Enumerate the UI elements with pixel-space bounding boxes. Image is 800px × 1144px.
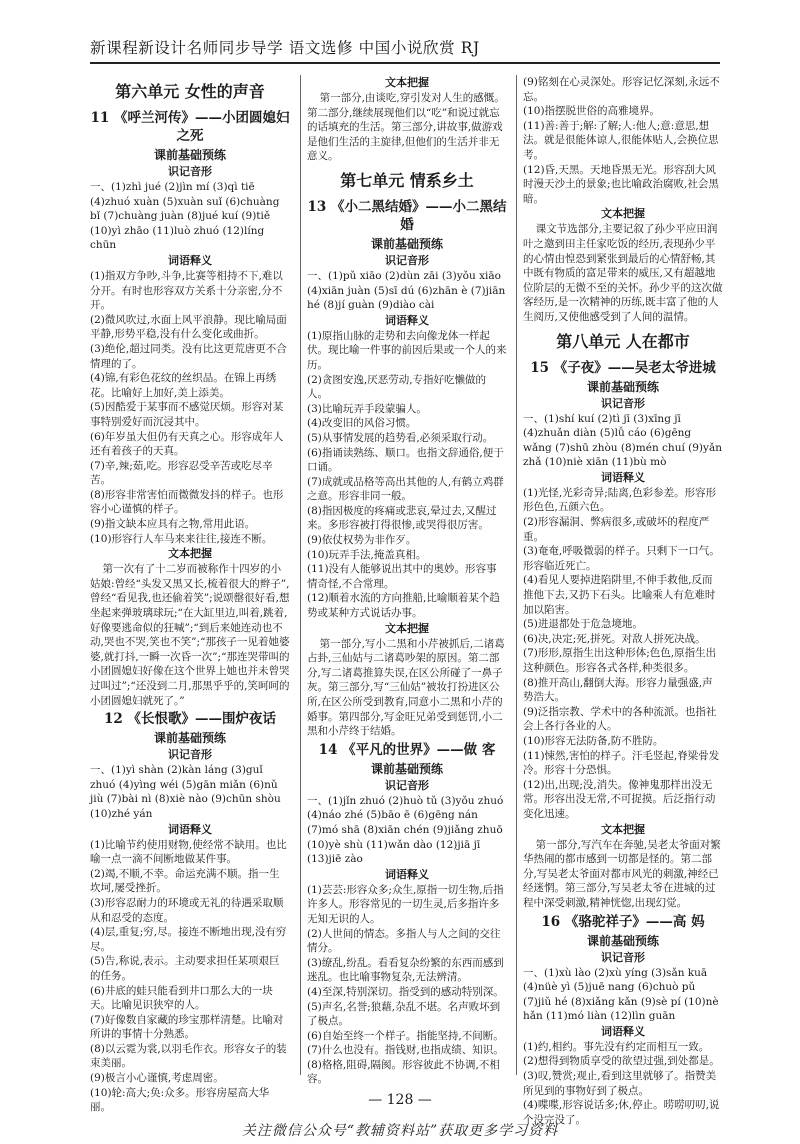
- subsection-heading: 识记音形: [168, 748, 212, 762]
- paragraph: (9)极言小心谨慎,考虑周密。: [90, 1072, 224, 1085]
- paragraph: (8)格格,阻碍,隔阂。形容彼此不协调,不相容。: [307, 1058, 500, 1086]
- section-heading: 课前基础预练: [153, 731, 226, 746]
- paragraph: (12)昏,天黑。天地昏黑无光。形容刮大风时漫天沙土的景象;也比喻政治腐败,社会黑暗。: [523, 163, 719, 205]
- subsection-heading: 识记音形: [385, 778, 429, 792]
- column-left: [90, 75, 290, 1114]
- paragraph: (8)形容非常害怕而微微发抖的样子。也形容小心谨慎的样子。: [90, 488, 284, 516]
- paragraph: (6)自始至终一个样子。指能坚持,不间断。: [307, 1029, 504, 1042]
- subsection-heading: 词语释义: [385, 313, 429, 327]
- lesson-title: 14 《平凡的世界》——做 客: [318, 741, 496, 758]
- paragraph: (11)善:善于;解:了解;人:他人;意:意思,想法。就是很能体谅人,很能体贴人,会换位思考。: [523, 119, 719, 161]
- paragraph: 一、(1)yì shàn (2)kàn láng (3)guǐ zhuó (4)yìng wéi (5)gān miǎn (6)nǔ jiù (7)bài nì (8)xiè nào (9)chūn shòu (10)zhé yán: [90, 764, 281, 820]
- lesson-title: 11 《呼兰河传》——小团圆媳妇之死: [90, 110, 290, 144]
- paragraph: (12)出,出现;没,消失。像神鬼那样出没无常。形容出没无常,不可捉摸。后泛指行动变化迅速。: [523, 778, 716, 820]
- subsection-heading: 词语释义: [168, 822, 212, 836]
- subsection-heading: 词语释义: [168, 253, 212, 267]
- paragraph: (7)成就或品格等高出其他的人,有鹤立鸡群之意。形容非同一般。: [307, 475, 504, 503]
- subsection-heading: 识记音形: [601, 396, 645, 410]
- paragraph: (2)想得到物质享受的欲望过强,到处都是。: [523, 1055, 720, 1068]
- paragraph: (8)指因极度的疼痛或悲哀,晕过去,又醒过来。多形容被打得很惨,或哭得很厉害。: [307, 504, 497, 532]
- paragraph: (4)喋喋,形容说话多;休,停止。唠唠叨叨,说个没完没了。: [523, 1099, 720, 1126]
- paragraph: (8)以云霓为裳,以羽毛作衣。形容女子的装束美丽。: [90, 1042, 287, 1070]
- paragraph: 第一部分,写汽车在奔驰,吴老太爷面对繁华热闹的都市感到一切都是怪的。第二部分,写吴老太爷面对都市风光的刺激,神经已经迷惘。第三部分,写吴老太爷在进城的过程中深受刺激,精神恍惚,出现幻觉。: [523, 838, 721, 909]
- header-rule: [90, 62, 720, 64]
- paragraph: (7)辛,辣;茹,吃。形容忍受辛苦或吃尽辛苦。: [90, 459, 273, 487]
- paragraph: (1)芸芸:形容众多;众生,原指一切生物,后指许多人。形容常见的一切生灵,后多指许多无知无识的人。: [307, 883, 504, 925]
- paragraph: (5)声名,名誉;狼藉,杂乱不堪。名声败坏到了极点。: [307, 1000, 501, 1028]
- paragraph: (2)人世间的情态。多指人与人之间的交往情分。: [307, 927, 501, 955]
- paragraph: (5)进退都处于危急境地。: [523, 618, 643, 631]
- paragraph: (9)泛指宗教、学术中的各种流派。也指社会上各行各业的人。: [523, 705, 717, 733]
- subsection-heading: 识记音形: [168, 165, 212, 178]
- paragraph: (11)悚然,害怕的样子。汗毛竖起,脊梁骨发冷。形容十分恐惧。: [523, 749, 720, 777]
- paragraph: (8)推开高山,翻倒大海。形容力量强盛,声势浩大。: [523, 676, 713, 704]
- paragraph: (10)玩弄手法,掩盖真相。: [307, 548, 427, 561]
- subsection-heading: 词语释义: [385, 867, 429, 881]
- paragraph: (4)层,重复;穷,尽。接连不断地出现,没有穷尽。: [90, 926, 287, 953]
- subsection-heading: 词语释义: [601, 1024, 645, 1038]
- paragraph: (5)从事情发展的趋势看,必须采取行动。: [307, 431, 494, 444]
- paragraph: (12)顺着水流的方向推船,比喻顺着某个趋势或某种方式说话办事。: [307, 592, 500, 620]
- subsection-heading: 识记音形: [385, 253, 429, 267]
- paragraph: (3)缭乱,纷乱。看看复杂纷繁的东西而感到迷乱。也比喻事物复杂,无法辨清。: [307, 956, 504, 984]
- paragraph: 一、(1)jǐn zhuó (2)huò tǔ (3)yǒu zhuó (4)náo zhé (5)bāo ē (6)gēng nán (7)mó shā (8)xiān chén (9)jiǎng zhuō (10)yè shù (11)wǎn dào (12)jiā jī (13)jiē zào: [307, 794, 504, 866]
- paragraph: (9)依仗权势为非作歹。: [307, 534, 417, 547]
- section-heading: 课前基础预练: [586, 379, 659, 394]
- lesson-title: 12 《长恨歌》——围炉夜话: [104, 711, 276, 728]
- paragraph: 课文节选部分,主要记叙了孙少平应田润叶之邀到田主任家吃饭的经历,表现孙少平的心情由惶恐到紧张到最后的心情舒畅,其中既有物质的富足带来的威压,又有超越地位阶层的无微不至的关怀。孙少平的这次做客经历,是一次精神的历练,既丰富了他的人生阅历,又使他感受到了人间的温情。: [523, 223, 723, 323]
- paragraph: 一、(1)xù lào (2)xù yíng (3)sǎn kuā (4)nüè yì (5)juē nang (6)chuò pǔ (7)jiǔ hé (8)xiǎng kǎn (9)sè pí (10)nè hǎn (11)mó liàn (12)lìn guān: [523, 966, 719, 1023]
- paragraph: (1)约,相约。事先没有约定而相互一致。: [523, 1040, 710, 1053]
- paragraph: (9)铭刻在心灵深处。形容记忆深刻,永远不忘。: [523, 76, 720, 103]
- column-middle: [307, 75, 507, 1085]
- column-right: [523, 75, 723, 1126]
- subsection-heading: 文本把握: [168, 547, 212, 561]
- paragraph: (4)看见人要掉进陷阱里,不伸手救他,反而推他下去,又扔下石头。比喻乘人有危难时加以陷害。: [523, 574, 716, 616]
- paragraph: (10)指摆脱世俗的高雅境界。: [523, 105, 661, 118]
- lesson-title: 13 《小二黑结婚》——小二黑结婚: [307, 198, 507, 233]
- paragraph: (1)光怪,光彩奇异;陆离,色彩参差。形容形形色色,五颜六色。: [523, 486, 717, 514]
- paragraph: (4)改变旧的风俗习惯。: [307, 417, 417, 430]
- paragraph: (1)原指山脉的走势和去向像龙体一样起伏。现比喻一件事的前因后果或一个人的来历。: [307, 329, 507, 371]
- paragraph: 第一部分,写小二黑和小芹被抓后,二诸葛占卦,三仙姑与二诸葛吵架的原因。第二部分,写二诸葛推算失误,在区公所碰了一鼻子灰。第三部分,写“三仙姑”被妆打扮进区公所,在区公所受到教育,同意小二黑和小芹的婚事。第四部分,写金旺兄弟受到惩罚,小二黑和小芹终于结婚。: [307, 637, 505, 738]
- subsection-heading: 词语释义: [601, 470, 645, 484]
- paragraph: (6)年岁虽大但仍有天真之心。形容成年人还有着孩子的天真。: [90, 430, 284, 458]
- paragraph: (10)形容行人车马来来往往,接连不断。: [90, 532, 273, 545]
- lesson-title: 15 《子夜》——吴老太爷进城: [530, 359, 716, 376]
- paragraph: (2)竭,不顺,不幸。命运充满不顺。指一生坎坷,屡受挫折。: [90, 867, 280, 895]
- paragraph: (2)形容漏洞、弊病很多,或破坏的程度严重。: [523, 516, 710, 543]
- paragraph: (5)告,称说,表示。主动要求担任某项艰巨的任务。: [90, 955, 280, 982]
- paragraph: (6)指诵读熟练、顺口。也指文辞通俗,便于口诵。: [307, 446, 504, 474]
- section-heading: 课前基础预练: [370, 236, 443, 251]
- subsection-heading: 文本把握: [601, 207, 645, 221]
- paragraph: (2)微风吹过,水面上风平浪静。现比喻局面平静,形势平稳,没有什么变化或曲折。: [90, 313, 287, 341]
- column-divider: [516, 75, 517, 1075]
- section-heading: 课前基础预练: [153, 148, 226, 162]
- paragraph: (10)形容无法防备,防不胜防。: [523, 734, 664, 747]
- paragraph: (4)至深,特别深切。指受到的感动特别深。: [307, 985, 504, 998]
- paragraph: (2)贪图安逸,厌恶劳动,专指好吃懒做的人。: [307, 373, 487, 401]
- paragraph: (6)决,决定;死,拼死。对敌人拼死决战。: [523, 632, 706, 645]
- paragraph: (3)奄奄,呼吸微弱的样子。只剩下一口气。形容临近死亡。: [523, 545, 720, 572]
- unit-heading: 第六单元 女性的声音: [115, 82, 265, 101]
- paragraph: 一、(1)zhì jué (2)jìn mí (3)qì tiē (4)zhuó xuàn (5)xuàn suǐ (6)chuàng bǐ (7)chuàng juàn (8)jué kuí (9)tiě (10)yì zhāo (11)luò zhuó (12)líng chūn: [90, 181, 280, 252]
- paragraph: (1)比喻节约使用财物,使经常不缺用。也比喻一点一滴不间断地做某件事。: [90, 838, 287, 866]
- paragraph: 一、(1)shí kuí (2)tì jī (3)xīng jī (4)zhuǎn diàn (5)lǚ cáo (6)gēng wǎng (7)shū zhòu (8)mén chuí (9)yǎn zhǎ (10)niè xiān (11)bù mò: [523, 412, 722, 469]
- paragraph: 第一部分,由谈吃,穿引发对人生的感慨。第二部分,继续展现他们以“吃”和说过就忘的话填充的生活。第三部分,讲故事,做游戏是他们生活的主旋律,但他们的生活并非无意义。: [307, 92, 505, 163]
- subsection-heading: 文本把握: [385, 76, 429, 89]
- paragraph: 第一次有了十二岁而被称作十四岁的小姑娘:曾经“头发又黑又长,梳着很大的辫子”,曾经“看见我,也还偷着笑”;说颂罄很好看,想坐起来弹玻璃球玩;“在大缸里边,叫着,跳着,好像要逃命似的狂喊”;“到后来她连动也不动,哭也不哭,笑也不笑”;“那孩子一见着她婆婆,就打抖,一瞬一次昏一次”;“那连哭带叫的小团圆媳妇好像在这个世界上她也并未曾哭过叫过”;“还没到二月,那黑乎乎的,笑呵呵的小团圆媳妇就死了。”: [90, 563, 290, 707]
- paragraph: (3)绝伦,超过同类。没有比这更荒唐更不合情理的了。: [90, 342, 287, 370]
- paragraph: (11)没有人能够说出其中的奥妙。形容事情奇怪,不合常理。: [307, 563, 497, 590]
- lesson-title: 16 《骆驼祥子》——高 妈: [541, 913, 705, 930]
- paragraph: (3)形容忍耐力的环境或无礼的待遇采取顺从和忍受的态度。: [90, 896, 284, 924]
- paragraph: (10)轮:高大;奂:众多。形容房屋高大华丽。: [90, 1086, 270, 1114]
- paragraph: (3)叹,赞赏;观止,看到这里就够了。指赞美所见到的事物好到了极点。: [523, 1070, 717, 1097]
- section-heading: 课前基础预练: [370, 761, 443, 776]
- subsection-heading: 识记音形: [601, 950, 645, 964]
- footer-note: 关注微信公众号“教辅资料站”获取更多学习资料: [241, 1123, 559, 1139]
- paragraph: (7)什么也没有。指钱财,也指成绩、知识。: [307, 1044, 504, 1057]
- paragraph: (9)指文缺本应具有之物,常用此语。: [90, 518, 256, 531]
- paragraph: (7)形形,原指生出这种形体;色色,原指生出这种颜色。形容各式各样,种类很多。: [523, 647, 717, 674]
- paragraph: (7)好像数自家藏的珍宝那样清楚。比喻对所讲的事情十分熟悉。: [90, 1013, 284, 1041]
- unit-heading: 第八单元 人在都市: [556, 331, 690, 351]
- page-number: — 128 —: [368, 1092, 432, 1108]
- paragraph: (5)因酷爱于某事而不感觉厌烦。形容对某事特别爱好而沉浸其中。: [90, 401, 284, 428]
- column-divider: [300, 75, 301, 1075]
- page-header: 新课程新设计名师同步导学 语文选修 中国小说欣赏 RJ: [90, 39, 480, 57]
- paragraph: (6)井底的蛙只能看到井口那么大的一块天。比喻见识狭窄的人。: [90, 984, 273, 1012]
- paragraph: (4)锦,有彩色花纹的丝织品。在锦上再绣花。比喻好上加好,美上添美。: [90, 372, 277, 399]
- paragraph: 一、(1)pǔ xiāo (2)dùn zāi (3)yǒu xiāo (4)xiān juàn (5)sī dú (6)zhān è (7)jiān hé (8)jí guàn (9)diào cài: [307, 269, 506, 312]
- subsection-heading: 文本把握: [601, 822, 645, 836]
- section-heading: 课前基础预练: [586, 933, 659, 948]
- paragraph: (3)比喻玩弄手段蒙骗人。: [307, 402, 427, 415]
- unit-heading: 第七单元 情系乡土: [340, 170, 474, 190]
- subsection-heading: 文本把握: [385, 621, 429, 635]
- paragraph: (1)指双方争吵,斗争,比赛等相持不下,难以分开。有时也形容双方关系十分亲密,分不开。: [90, 269, 283, 312]
